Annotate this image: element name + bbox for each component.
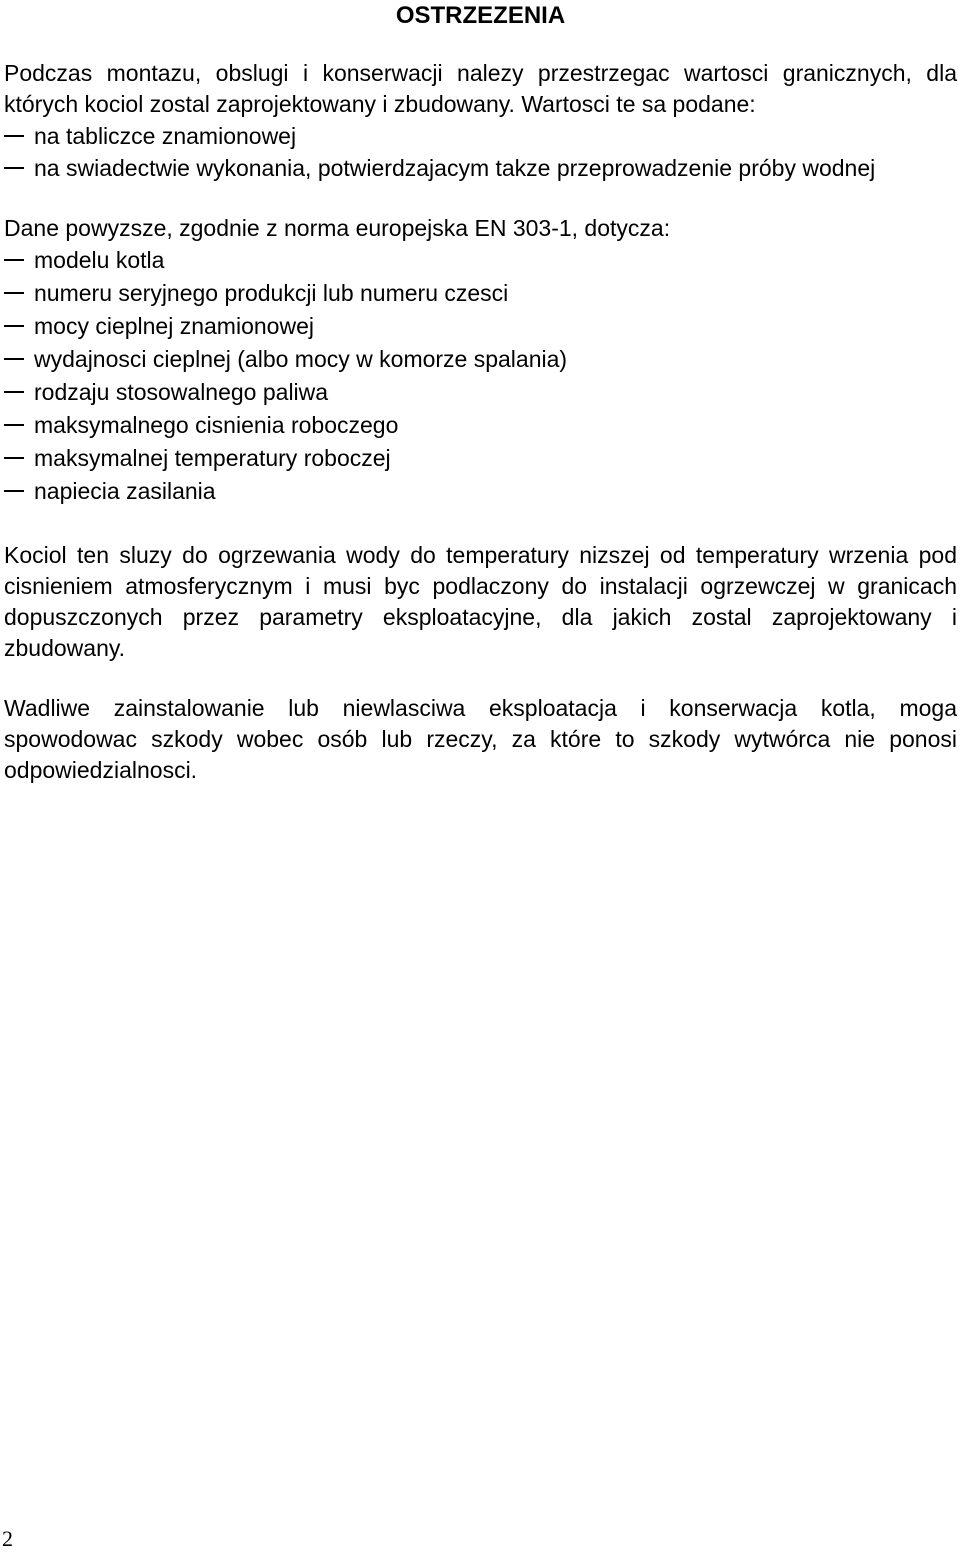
document-page (4, 0, 957, 786)
dash-bullet-icon (4, 358, 24, 360)
list-item-text: napiecia zasilania (34, 478, 216, 504)
list-item (4, 475, 957, 508)
list-item (4, 442, 957, 475)
sources-list (4, 120, 957, 184)
list-item-text: mocy cieplnej znamionowej (34, 313, 314, 339)
dash-bullet-icon (4, 135, 24, 137)
list-item (4, 152, 957, 184)
list-item (4, 120, 957, 152)
list-item-text: wydajnosci cieplnej (albo mocy w komorze spalania) (34, 346, 568, 372)
list-item (4, 343, 957, 376)
dash-bullet-icon (4, 424, 24, 426)
list-item (4, 244, 957, 277)
list-item (4, 376, 957, 409)
list-item-text: maksymalnej temperatury roboczej (34, 445, 391, 471)
list-item (4, 277, 957, 310)
list-item-text: na swiadectwie wykonania, potwierdzajacym takze przeprowadzenie próby wodnej (34, 155, 876, 181)
dash-bullet-icon (4, 457, 24, 459)
dash-bullet-icon (4, 259, 24, 261)
list-item (4, 409, 957, 442)
dash-bullet-icon (4, 167, 24, 169)
dash-bullet-icon (4, 325, 24, 327)
data-items-list (4, 244, 957, 508)
intro-paragraph: Podczas montazu, obslugi i konserwacji nalezy przestrzegac wartosci granicznych, dla których kociol zostal zaprojektowany i zbudowany. Wartosci te sa podane: (4, 60, 957, 117)
list-item-text: numeru seryjnego produkcji lub numeru czesci (34, 280, 509, 306)
liability-paragraph: Wadliwe zainstalowanie lub niewlasciwa eksploatacja i konserwacja kotla, moga spowodowac szkody wobec osób lub rzeczy, za które to szkody wytwórca nie ponosi odpowiedzialnosci. (4, 695, 957, 783)
purpose-paragraph: Kociol ten sluzy do ogrzewania wody do temperatury nizszej od temperatury wrzenia pod cisnieniem atmosferycznym i musi byc podlaczony do instalacji ogrzewczej w granicach dopuszczonych przez parametry eksploatacyjne, dla jakich zostal zaprojektowany i zbudowany. (4, 542, 957, 661)
dash-bullet-icon (4, 292, 24, 294)
list-item-text: modelu kotla (34, 247, 165, 273)
list-item (4, 310, 957, 343)
dash-bullet-icon (4, 391, 24, 393)
page-title: OSTRZEZENIA (395, 2, 566, 29)
dash-bullet-icon (4, 490, 24, 492)
data-heading: Dane powyzsze, zgodnie z norma europejska EN 303-1, dotycza: (4, 215, 671, 241)
list-item-text: na tabliczce znamionowej (34, 123, 297, 149)
list-item-text: rodzaju stosowalnego paliwa (34, 379, 329, 405)
page-number: 2 (2, 1526, 13, 1551)
list-item-text: maksymalnego cisnienia roboczego (34, 412, 399, 438)
